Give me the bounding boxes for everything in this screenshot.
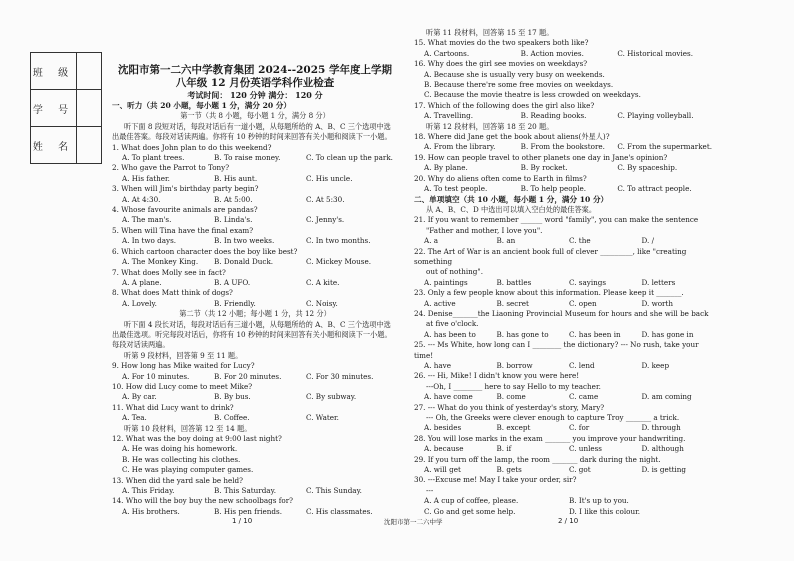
- answer-option[interactable]: A. Lovely.: [122, 298, 157, 308]
- answer-option[interactable]: B. His aunt.: [214, 173, 258, 183]
- answer-option[interactable]: B. battles: [496, 277, 532, 287]
- question: 12. What was the boy doing at 9:00 last night?: [112, 434, 282, 443]
- question: 14. Who will the boy buy the new schoolbags for?: [112, 496, 293, 506]
- question: 21. If you want to remember ______ word "family", you can make the sentence: [414, 215, 699, 225]
- question: 26. --- Hi, Mike! I didn't know you were here!: [414, 371, 580, 381]
- answer-option[interactable]: B. From the bookstore.: [520, 142, 605, 152]
- options-row: [112, 455, 398, 465]
- options-row: [112, 153, 398, 163]
- page-number-left: 1 / 10: [232, 517, 253, 525]
- options-row: [414, 330, 714, 340]
- answer-option[interactable]: D. /: [641, 236, 654, 246]
- answer-option[interactable]: D. am coming: [641, 392, 692, 402]
- options-row: [112, 465, 398, 475]
- answer-option[interactable]: C. unless: [569, 444, 602, 454]
- answer-option[interactable]: A. have: [424, 361, 451, 370]
- answer-option[interactable]: B. except: [496, 423, 531, 433]
- question-group-15-17: [414, 38, 714, 121]
- answer-option[interactable]: C. Mickey Mouse.: [306, 257, 371, 267]
- answer-option[interactable]: C. Jenny's.: [306, 215, 345, 225]
- question-group-18-20: [414, 132, 714, 194]
- options-row: [112, 299, 398, 309]
- options-row: [112, 507, 398, 517]
- options-row: [414, 496, 714, 506]
- answer-option[interactable]: A. because: [424, 444, 464, 454]
- answer-option[interactable]: C. His uncle.: [306, 173, 353, 183]
- answer-option[interactable]: A. At 4:30.: [122, 194, 161, 204]
- answer-option[interactable]: C. lend: [569, 361, 595, 370]
- question: 15. What movies do the two speakers both like?: [414, 38, 589, 48]
- question-continued: ---: [426, 485, 434, 495]
- answer-option[interactable]: C. At 5:30.: [306, 194, 345, 204]
- number-label: 学 号: [31, 90, 77, 127]
- answer-option[interactable]: C. Playing volleyball.: [617, 111, 694, 121]
- options-row: [414, 80, 714, 90]
- student-info-binding: [30, 52, 102, 164]
- answer-option[interactable]: C. came: [569, 392, 599, 402]
- question: 13. When did the yard sale be held?: [112, 475, 243, 485]
- answer-option[interactable]: A. The man's.: [122, 215, 172, 225]
- answer-option[interactable]: D. worth: [641, 298, 674, 308]
- answer-option[interactable]: D. through: [641, 423, 681, 433]
- answer-option[interactable]: B. Friendly.: [214, 298, 256, 308]
- right-column: [414, 28, 714, 517]
- question: 18. Where did Jane get the book about aliens(外星人)?: [414, 132, 610, 142]
- answer-option[interactable]: A. Because she is usually very busy on weekends.: [424, 69, 605, 79]
- answer-option[interactable]: A. For 10 minutes.: [122, 371, 190, 381]
- options-row: [414, 70, 714, 80]
- answer-option[interactable]: B. To help people.: [520, 184, 587, 194]
- note-10: 听第 10 段材料，回答第 12 至 14 题。: [124, 423, 252, 433]
- question: 29. If you turn off the lamp, the room _______ dark during the night.: [414, 454, 661, 464]
- answer-option[interactable]: C. To clean up the park.: [306, 153, 393, 163]
- answer-option[interactable]: C. By subway.: [306, 392, 357, 402]
- answer-option[interactable]: B. Coffee.: [214, 413, 250, 423]
- options-row: [414, 465, 714, 475]
- question: 6. Which cartoon character does the boy like best?: [112, 246, 298, 256]
- question-group-1-8: [112, 143, 398, 310]
- exam-subtitle: 八年级 12 月份英语学科作业检查: [175, 77, 335, 89]
- options-row: [112, 236, 398, 246]
- answer-option[interactable]: A. besides: [424, 423, 462, 433]
- question-continued: out of nothing".: [426, 267, 483, 277]
- options-row: [414, 278, 714, 288]
- options-row: [112, 195, 398, 205]
- options-row: [414, 111, 714, 121]
- question-continued: ---Oh, I ________ here to say Hello to my teacher.: [426, 381, 601, 391]
- answer-option[interactable]: B. come: [496, 392, 526, 402]
- question-group-9-11: [112, 361, 398, 423]
- options-row: [414, 507, 714, 517]
- answer-option[interactable]: C. Because the movie theatre is less crowded on weekdays.: [424, 90, 641, 100]
- question: 8. What does Matt think of dogs?: [112, 288, 233, 298]
- answer-option[interactable]: B. To raise money.: [214, 153, 281, 163]
- class-blank[interactable]: [77, 53, 102, 90]
- answer-option[interactable]: A. A plane.: [122, 277, 162, 287]
- question: 25. --- Ms White, how long can I ________ the dictionary? --- No rush, take your time!: [414, 340, 699, 360]
- options-row: [112, 413, 398, 423]
- answer-option[interactable]: B. an: [496, 236, 516, 246]
- question: 22. The Art of War is an ancient book full of clever _________, like "creating something: [414, 246, 687, 266]
- answer-option[interactable]: B. A UFO.: [214, 277, 251, 287]
- note-11: 听第 11 段材料，回答第 15 至 17 题。: [426, 28, 554, 37]
- answer-option[interactable]: B. Reading books.: [520, 111, 587, 121]
- answer-option[interactable]: A. His father.: [122, 173, 170, 183]
- name-blank[interactable]: [77, 127, 102, 164]
- question: 24. Denise_______the Liaoning Provincial Museum for hours and she will be back: [414, 308, 709, 318]
- question: 19. How can people travel to other planets one day in Jane's opinion?: [414, 152, 668, 162]
- answer-option[interactable]: A. Cartoons.: [424, 48, 470, 58]
- answer-option[interactable]: D. keep: [641, 361, 670, 370]
- answer-option[interactable]: B. Because there're some free movies on weekdays.: [424, 80, 614, 90]
- note-12: 听第 12 段材料，回答第 18 至 20 题。: [426, 121, 554, 131]
- question: 7. What does Molly see in fact?: [112, 267, 226, 277]
- answer-option[interactable]: A. To test people.: [424, 184, 488, 194]
- answer-option[interactable]: D. is getting: [641, 465, 687, 475]
- options-row: [112, 278, 398, 288]
- answer-option[interactable]: C. This Sunday.: [306, 486, 362, 496]
- answer-option[interactable]: C. for: [569, 423, 590, 433]
- answer-option[interactable]: A. Tea.: [122, 413, 147, 423]
- answer-option[interactable]: B. Donald Duck.: [214, 257, 274, 267]
- question: 23. Only a few people know about this information. Please keep it _______.: [414, 288, 684, 298]
- answer-option[interactable]: A. has been to: [424, 329, 476, 339]
- answer-option[interactable]: C. Water.: [306, 413, 339, 423]
- answer-option[interactable]: A. From the library.: [424, 142, 496, 152]
- answer-option[interactable]: B. By bus.: [214, 392, 251, 402]
- options-row: [414, 236, 714, 246]
- answer-option[interactable]: A. will get: [424, 465, 461, 475]
- options-row: [112, 444, 398, 454]
- answer-option[interactable]: C. has been in: [569, 329, 621, 339]
- answer-option[interactable]: C. sayings: [569, 277, 607, 287]
- answer-option[interactable]: B. His pen friends.: [214, 506, 283, 516]
- options-row: [414, 444, 714, 454]
- answer-option[interactable]: B. borrow: [496, 361, 533, 370]
- question: 20. Why do aliens often come to Earth in films?: [414, 173, 587, 183]
- answer-option[interactable]: C. A kite.: [306, 277, 340, 287]
- part-1-instructions: 听下面 8 段短对话，每段对话后有一道小题，从每题所给的 A、B、C 三个选项中选出最佳答案。每段对话读两遍。你将有 10 秒钟的时间来回答有关小题和阅读下一小题。: [112, 121, 392, 142]
- answer-option[interactable]: B. By rocket.: [520, 163, 568, 173]
- answer-option[interactable]: B. secret: [496, 298, 529, 308]
- options-row: [112, 486, 398, 496]
- note-9: 听第 9 段材料，回答第 9 至 11 题。: [124, 350, 243, 360]
- options-row: [112, 174, 398, 184]
- section-2-heading: 二、单项填空（共 10 小题，每小题 1 分，满分 10 分）: [414, 194, 609, 204]
- question: 11. What did Lucy want to drink?: [112, 402, 234, 412]
- question: 9. How long has Mike waited for Lucy?: [112, 361, 255, 371]
- question-continued: --- Oh, the Greeks were clever enough to capture Troy _______ a trick.: [426, 413, 680, 423]
- answer-option[interactable]: A. A cup of coffee, please.: [424, 496, 519, 506]
- options-row: [414, 142, 714, 152]
- question-group-21-30: [414, 215, 714, 517]
- part-2-instructions: 听下面 4 段长对话，每段对话后有三道小题，从每题所给的 A、B、C 三个选项中选出最佳选项。听完每段对话后，你将有 10 秒钟的时间来回答有关小题和阅读下一小题。每段对话读两遍。: [112, 319, 392, 350]
- answer-option[interactable]: D. although: [641, 444, 684, 454]
- answer-option[interactable]: B. gets: [496, 465, 522, 475]
- question-continued: at five o'clock.: [426, 319, 479, 329]
- answer-option[interactable]: C. open: [569, 298, 597, 308]
- answer-option[interactable]: C. the: [569, 236, 591, 246]
- question-continued: "Father and mother, I love you".: [426, 225, 543, 235]
- answer-option[interactable]: B. At 5:00.: [214, 194, 253, 204]
- school-footer: 沈阳市第一二六中学: [384, 518, 443, 526]
- answer-option[interactable]: B. It's up to you.: [569, 496, 629, 506]
- answer-option[interactable]: A. Travelling.: [424, 111, 473, 121]
- answer-option[interactable]: C. By spaceship.: [617, 163, 678, 173]
- answer-option[interactable]: A. This Friday.: [122, 486, 175, 496]
- answer-option[interactable]: A. His brothers.: [122, 506, 180, 516]
- options-row: [414, 163, 714, 173]
- options-row: [112, 372, 398, 382]
- options-row: [112, 215, 398, 225]
- question: 5. When will Tina have the final exam?: [112, 225, 254, 235]
- question: 27. --- What do you think of yesterday's story, Mary?: [414, 402, 605, 412]
- answer-option[interactable]: A. By car.: [122, 392, 157, 402]
- question: 10. How did Lucy come to meet Mike?: [112, 381, 253, 391]
- options-row: [414, 184, 714, 194]
- answer-option[interactable]: C. got: [569, 465, 591, 475]
- options-row: [112, 257, 398, 267]
- answer-option[interactable]: B. if: [496, 444, 512, 454]
- number-blank[interactable]: [77, 90, 102, 127]
- question: 1. What does John plan to do this weekend?: [112, 142, 272, 152]
- answer-option[interactable]: A. He was doing his homework.: [122, 444, 238, 454]
- options-row: [112, 392, 398, 402]
- answer-option[interactable]: C. Noisy.: [306, 298, 338, 308]
- answer-option[interactable]: D. letters: [641, 277, 676, 287]
- answer-option[interactable]: C. Go and get some help.: [424, 506, 516, 516]
- options-row: [414, 361, 714, 371]
- answer-option[interactable]: A. have come: [424, 392, 473, 402]
- answer-option[interactable]: A. active: [424, 298, 456, 308]
- question: 2. Who gave the Parrot to Tony?: [112, 163, 230, 173]
- answer-option[interactable]: B. has gone to: [496, 329, 549, 339]
- options-row: [414, 299, 714, 309]
- part-2-heading: 第二节（共 12 小题；每小题 1 分，共 12 分）: [179, 309, 331, 319]
- answer-option[interactable]: C. His classmates.: [306, 506, 373, 516]
- exam-title: 沈阳市第一二六中学教育集团 2024--2025 学年度上学期: [118, 64, 392, 76]
- options-row: [414, 392, 714, 402]
- name-label: 姓 名: [31, 127, 77, 164]
- question-group-12-14: [112, 434, 398, 517]
- answer-option[interactable]: A. paintings: [424, 277, 468, 287]
- section-1-heading: 一、听力（共 20 小题，每小题 1 分，满分 20 分）: [112, 101, 291, 110]
- answer-option[interactable]: B. He was collecting his clothes.: [122, 454, 241, 464]
- answer-option[interactable]: A. In two days.: [122, 236, 177, 246]
- answer-option[interactable]: C. To attract people.: [617, 184, 692, 194]
- question: 30. ---Excuse me! May I take your order, sir?: [414, 475, 577, 485]
- answer-option[interactable]: B. Action movies.: [520, 48, 584, 58]
- answer-option[interactable]: B. Linda's.: [214, 215, 253, 225]
- options-row: [414, 49, 714, 59]
- left-column: [112, 64, 398, 517]
- question: 3. When will Jim's birthday party begin?: [112, 184, 259, 194]
- question: 4. Whose favourite animals are pandas?: [112, 205, 258, 215]
- page-number-right: 2 / 10: [558, 517, 579, 525]
- answer-option[interactable]: A. By plane.: [424, 163, 468, 173]
- question: 16. Why does the girl see movies on weekdays?: [414, 59, 588, 69]
- answer-option[interactable]: C. For 30 minutes.: [306, 371, 374, 381]
- question: 28. You will lose marks in the exam _______ you improve your handwriting.: [414, 433, 686, 443]
- answer-option[interactable]: B. For 20 minutes.: [214, 371, 282, 381]
- answer-option[interactable]: A. To plant trees.: [122, 153, 185, 163]
- answer-option[interactable]: C. He was playing computer games.: [122, 465, 254, 475]
- answer-option[interactable]: C. In two months.: [306, 236, 371, 246]
- answer-option[interactable]: C. From the supermarket.: [617, 142, 712, 152]
- question: 17. Which of the following does the girl also like?: [414, 100, 595, 110]
- answer-option[interactable]: C. Historical movies.: [617, 48, 693, 58]
- answer-option[interactable]: D. has gone in: [641, 329, 694, 339]
- options-row: [414, 423, 714, 433]
- exam-meta: 考试时间： 120 分钟 满分： 120 分: [187, 90, 323, 100]
- answer-option[interactable]: A. a: [424, 236, 439, 246]
- answer-option[interactable]: B. In two weeks.: [214, 236, 275, 246]
- answer-option[interactable]: D. I like this colour.: [569, 506, 641, 516]
- options-row: [414, 90, 714, 100]
- part-1-heading: 第一节（共 8 小题，每小题 1 分，满分 8 分）: [180, 111, 330, 121]
- answer-option[interactable]: A. The Monkey King.: [122, 257, 199, 267]
- class-label: 班 级: [31, 53, 77, 90]
- section-2-instructions: 从 A、B、C、D 中选出可以填入空白处的最佳答案。: [426, 204, 597, 214]
- answer-option[interactable]: B. This Saturday.: [214, 486, 276, 496]
